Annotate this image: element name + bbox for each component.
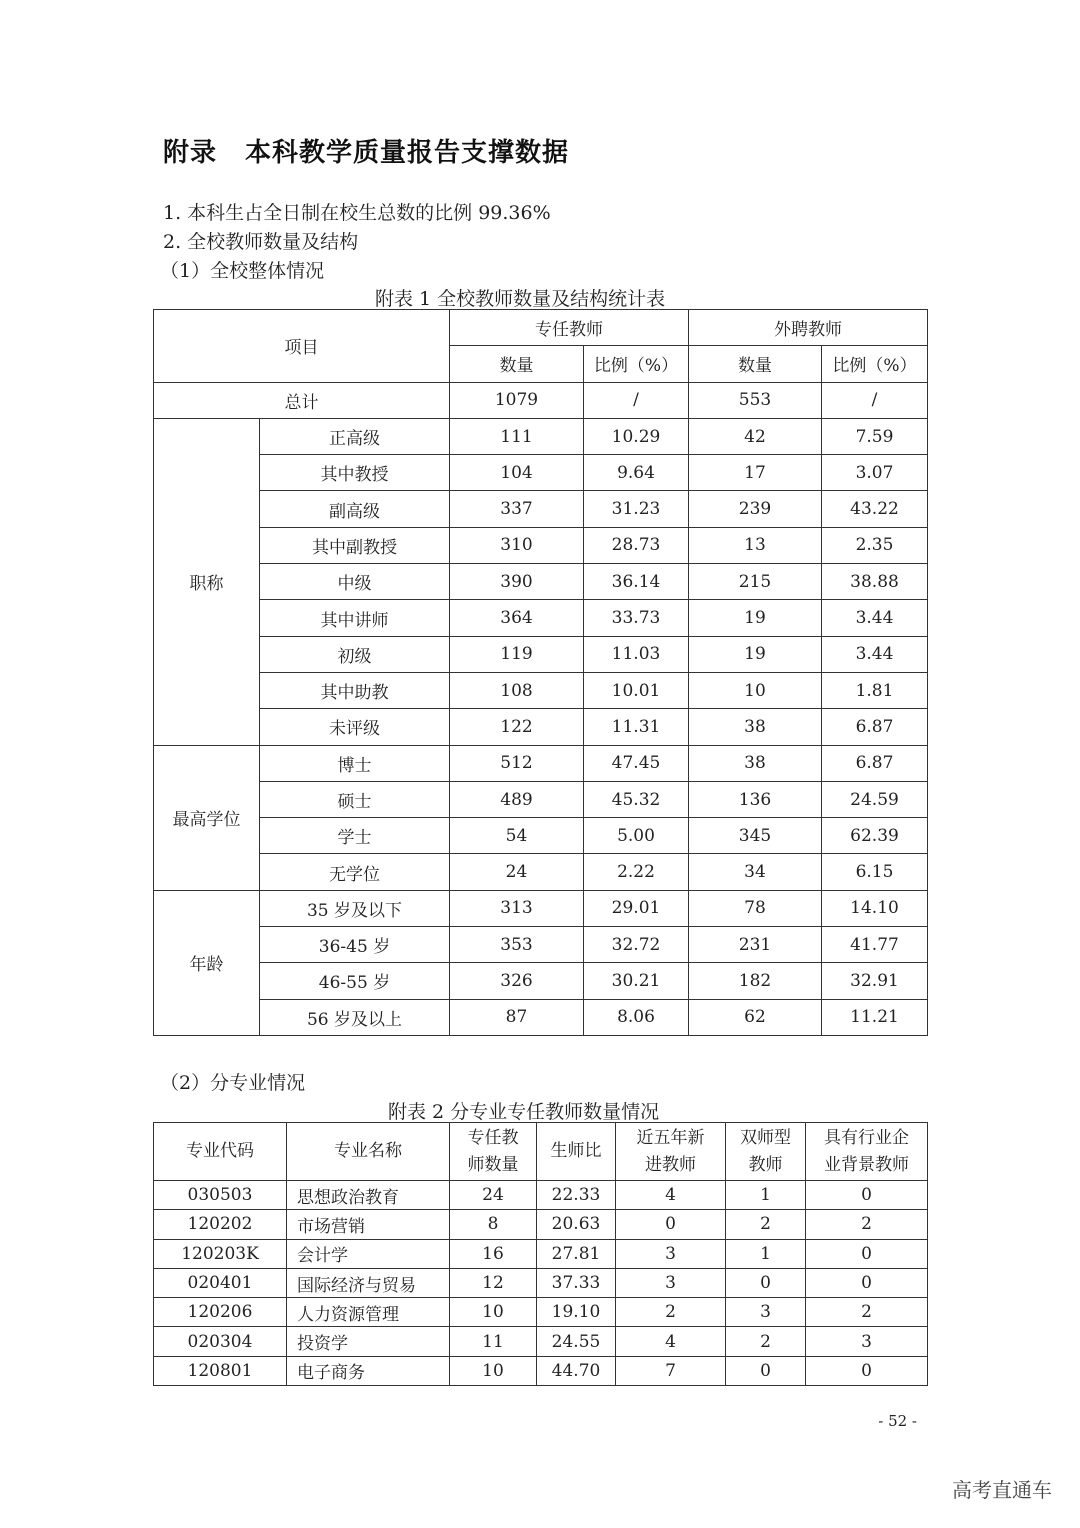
cell-ft-count: 24 — [450, 854, 584, 890]
cell-code: 020304 — [154, 1327, 287, 1356]
header-line: 生师比 — [550, 1141, 602, 1161]
row-label: 其中助教 — [260, 672, 450, 708]
cell-ex-ratio: 3.44 — [822, 600, 928, 636]
cell-industry-teachers: 0 — [806, 1268, 928, 1297]
cell-new-teachers: 3 — [616, 1239, 726, 1268]
cell-name: 会计学 — [287, 1239, 450, 1268]
cell-ex-count: 78 — [689, 890, 822, 926]
header-teacher-count — [450, 1123, 537, 1181]
header-name — [287, 1123, 450, 1181]
cell-ft-count: 108 — [450, 672, 584, 708]
cell-teacher-count: 12 — [450, 1268, 537, 1297]
table-row — [154, 781, 928, 817]
table-row — [154, 636, 928, 672]
cell-ex-ratio: 7.59 — [822, 418, 928, 454]
cell-student-teacher-ratio: 20.63 — [537, 1210, 616, 1239]
cell-ex-ratio: 2.35 — [822, 527, 928, 563]
cell-ft-count: 111 — [450, 418, 584, 454]
title-part-1: 附录 — [163, 138, 218, 168]
row-label: 初级 — [260, 636, 450, 672]
cell-ft-count: 337 — [450, 491, 584, 527]
cell-ft-ratio: 2.22 — [584, 854, 689, 890]
cell-ex-count: 215 — [689, 564, 822, 600]
cell-ft-count: 104 — [450, 455, 584, 491]
row-label: 其中讲师 — [260, 600, 450, 636]
cell-ex-ratio: 14.10 — [822, 890, 928, 926]
cell-ft-ratio: 32.72 — [584, 927, 689, 963]
paragraph-undergrad-ratio: 1. 本科生占全日制在校生总数的比例 99.36% — [163, 202, 551, 224]
cell-industry-teachers: 0 — [806, 1181, 928, 1210]
cell-ft-ratio: 29.01 — [584, 890, 689, 926]
table-row — [154, 999, 928, 1035]
table-header-row — [154, 310, 928, 346]
cell-industry-teachers: 3 — [806, 1327, 928, 1356]
cell-ex-ratio: 43.22 — [822, 491, 928, 527]
cell-name: 国际经济与贸易 — [287, 1268, 450, 1297]
row-label: 无学位 — [260, 854, 450, 890]
teacher-structure-table — [153, 309, 928, 1036]
header-external: 外聘教师 — [689, 310, 928, 346]
page-number: - 52 - — [878, 1412, 917, 1430]
cell-ex-ratio: 38.88 — [822, 564, 928, 600]
row-label: 56 岁及以上 — [260, 999, 450, 1035]
cell-dual-teachers: 1 — [726, 1239, 806, 1268]
header-ratio: 比例（%） — [822, 346, 928, 382]
cell-ex-count: 231 — [689, 927, 822, 963]
cell-ft-ratio: 31.23 — [584, 491, 689, 527]
cell-ft-ratio: 10.29 — [584, 418, 689, 454]
cell-name: 电子商务 — [287, 1356, 450, 1385]
page-title — [163, 132, 569, 169]
cell-student-teacher-ratio: 19.10 — [537, 1298, 616, 1327]
cell-ex-count: 19 — [689, 600, 822, 636]
cell-ft-ratio: 11.31 — [584, 709, 689, 745]
cell-ex-count: 345 — [689, 818, 822, 854]
cell-ex-count: 42 — [689, 418, 822, 454]
cell-industry-teachers: 0 — [806, 1239, 928, 1268]
cell-ft-count: 326 — [450, 963, 584, 999]
cell-new-teachers: 4 — [616, 1181, 726, 1210]
cell-ex-count: 19 — [689, 636, 822, 672]
cell-ex-ratio: 62.39 — [822, 818, 928, 854]
table-row — [154, 564, 928, 600]
table-row — [154, 672, 928, 708]
cell-ft-count: 364 — [450, 600, 584, 636]
group-label: 最高学位 — [154, 745, 260, 890]
table-row — [154, 455, 928, 491]
cell-teacher-count: 16 — [450, 1239, 537, 1268]
paragraph-overall-situation: （1）全校整体情况 — [160, 260, 325, 282]
cell-ft-ratio: 9.64 — [584, 455, 689, 491]
cell-ex-count: 136 — [689, 781, 822, 817]
table-row — [154, 709, 928, 745]
cell-code: 120202 — [154, 1210, 287, 1239]
cell-ft-count: 313 — [450, 890, 584, 926]
table2-row — [154, 1181, 928, 1210]
cell-ft-count: 489 — [450, 781, 584, 817]
header-new-teachers — [616, 1123, 726, 1181]
cell-code: 120801 — [154, 1356, 287, 1385]
row-label: 其中教授 — [260, 455, 450, 491]
cell-ft-ratio: 8.06 — [584, 999, 689, 1035]
row-label: 其中副教授 — [260, 527, 450, 563]
cell-ex-ratio: 41.77 — [822, 927, 928, 963]
cell-teacher-count: 24 — [450, 1181, 537, 1210]
cell-ex-count: 62 — [689, 999, 822, 1035]
cell-dual-teachers: 2 — [726, 1210, 806, 1239]
group-label: 年龄 — [154, 890, 260, 1035]
cell-ex-ratio: 6.87 — [822, 709, 928, 745]
row-label: 总计 — [154, 382, 450, 418]
group-label: 职称 — [154, 418, 260, 745]
cell-code: 120206 — [154, 1298, 287, 1327]
row-label: 正高级 — [260, 418, 450, 454]
cell-student-teacher-ratio: 27.81 — [537, 1239, 616, 1268]
cell-ex-ratio: 1.81 — [822, 672, 928, 708]
table-row — [154, 963, 928, 999]
cell-new-teachers: 2 — [616, 1298, 726, 1327]
header-line: 专业代码 — [186, 1141, 254, 1161]
header-line: 教师 — [748, 1154, 783, 1175]
row-label: 未评级 — [260, 709, 450, 745]
table-row — [154, 600, 928, 636]
header-line: 业背景教师 — [824, 1154, 909, 1175]
cell-ft-ratio: 33.73 — [584, 600, 689, 636]
header-item: 项目 — [154, 310, 450, 383]
row-label: 博士 — [260, 745, 450, 781]
row-label: 中级 — [260, 564, 450, 600]
cell-ex-count: 38 — [689, 709, 822, 745]
cell-teacher-count: 8 — [450, 1210, 537, 1239]
table-row — [154, 890, 928, 926]
table-row-total — [154, 382, 928, 418]
cell-ex-ratio: / — [822, 382, 928, 418]
cell-ft-count: 1079 — [450, 382, 584, 418]
cell-ft-ratio: 36.14 — [584, 564, 689, 600]
header-line: 双师型 — [740, 1127, 791, 1148]
header-line: 专业名称 — [334, 1141, 402, 1161]
cell-ex-ratio: 3.07 — [822, 455, 928, 491]
cell-student-teacher-ratio: 37.33 — [537, 1268, 616, 1297]
table-row — [154, 927, 928, 963]
header-student-teacher-ratio — [537, 1123, 616, 1181]
cell-dual-teachers: 0 — [726, 1268, 806, 1297]
table2-header-row — [154, 1123, 928, 1181]
cell-ft-ratio: 47.45 — [584, 745, 689, 781]
cell-code: 030503 — [154, 1181, 287, 1210]
cell-ft-count: 353 — [450, 927, 584, 963]
cell-name: 市场营销 — [287, 1210, 450, 1239]
cell-ft-ratio: 5.00 — [584, 818, 689, 854]
cell-student-teacher-ratio: 22.33 — [537, 1181, 616, 1210]
cell-student-teacher-ratio: 44.70 — [537, 1356, 616, 1385]
cell-ft-count: 87 — [450, 999, 584, 1035]
header-fulltime: 专任教师 — [450, 310, 689, 346]
table2-row — [154, 1268, 928, 1297]
cell-ex-count: 34 — [689, 854, 822, 890]
table-row — [154, 527, 928, 563]
cell-dual-teachers: 2 — [726, 1327, 806, 1356]
cell-new-teachers: 7 — [616, 1356, 726, 1385]
cell-ex-count: 17 — [689, 455, 822, 491]
cell-student-teacher-ratio: 24.55 — [537, 1327, 616, 1356]
cell-ex-ratio: 32.91 — [822, 963, 928, 999]
row-label: 36-45 岁 — [260, 927, 450, 963]
table-row — [154, 491, 928, 527]
cell-new-teachers: 0 — [616, 1210, 726, 1239]
cell-code: 020401 — [154, 1268, 287, 1297]
header-line: 近五年新 — [636, 1127, 705, 1148]
table-row — [154, 418, 928, 454]
header-line: 专任教 — [467, 1127, 519, 1148]
cell-teacher-count: 10 — [450, 1356, 537, 1385]
cell-ex-ratio: 6.15 — [822, 854, 928, 890]
cell-ft-count: 122 — [450, 709, 584, 745]
cell-ex-count: 10 — [689, 672, 822, 708]
cell-industry-teachers: 2 — [806, 1210, 928, 1239]
cell-ex-count: 38 — [689, 745, 822, 781]
cell-ft-ratio: 30.21 — [584, 963, 689, 999]
cell-dual-teachers: 0 — [726, 1356, 806, 1385]
cell-ex-ratio: 24.59 — [822, 781, 928, 817]
header-line: 具有行业企 — [824, 1127, 909, 1148]
table2-row — [154, 1327, 928, 1356]
cell-name: 投资学 — [287, 1327, 450, 1356]
cell-ft-ratio: 28.73 — [584, 527, 689, 563]
cell-dual-teachers: 3 — [726, 1298, 806, 1327]
cell-ft-ratio: 10.01 — [584, 672, 689, 708]
header-code — [154, 1123, 287, 1181]
row-label: 硕士 — [260, 781, 450, 817]
table2-row — [154, 1298, 928, 1327]
header-industry-teachers — [806, 1123, 928, 1181]
row-label: 35 岁及以下 — [260, 890, 450, 926]
cell-ex-count: 553 — [689, 382, 822, 418]
cell-ex-count: 239 — [689, 491, 822, 527]
cell-industry-teachers: 0 — [806, 1356, 928, 1385]
table-row — [154, 818, 928, 854]
cell-name: 思想政治教育 — [287, 1181, 450, 1210]
table2-row — [154, 1239, 928, 1268]
watermark: 高考直通车 — [952, 1478, 1052, 1502]
header-line: 进教师 — [645, 1154, 696, 1175]
cell-teacher-count: 11 — [450, 1327, 537, 1356]
cell-ft-count: 512 — [450, 745, 584, 781]
cell-dual-teachers: 1 — [726, 1181, 806, 1210]
cell-ex-count: 13 — [689, 527, 822, 563]
cell-ft-count: 390 — [450, 564, 584, 600]
table-row — [154, 854, 928, 890]
major-teachers-table — [153, 1122, 928, 1386]
header-count: 数量 — [689, 346, 822, 382]
cell-teacher-count: 10 — [450, 1298, 537, 1327]
row-label: 学士 — [260, 818, 450, 854]
paragraph-by-major: （2）分专业情况 — [160, 1072, 306, 1094]
cell-ex-count: 182 — [689, 963, 822, 999]
cell-ex-ratio: 11.21 — [822, 999, 928, 1035]
table-row — [154, 745, 928, 781]
header-ratio: 比例（%） — [584, 346, 689, 382]
row-label: 副高级 — [260, 491, 450, 527]
table2-caption: 附表 2 分专业专任教师数量情况 — [388, 1101, 660, 1123]
row-label: 46-55 岁 — [260, 963, 450, 999]
paragraph-teacher-structure: 2. 全校教师数量及结构 — [163, 231, 359, 253]
cell-ft-count: 310 — [450, 527, 584, 563]
cell-new-teachers: 3 — [616, 1268, 726, 1297]
table1-caption: 附表 1 全校教师数量及结构统计表 — [375, 288, 666, 310]
cell-ft-ratio: / — [584, 382, 689, 418]
cell-code: 120203K — [154, 1239, 287, 1268]
title-part-2: 本科教学质量报告支撑数据 — [245, 138, 570, 168]
table2-row — [154, 1210, 928, 1239]
cell-ft-count: 54 — [450, 818, 584, 854]
cell-new-teachers: 4 — [616, 1327, 726, 1356]
header-count: 数量 — [450, 346, 584, 382]
cell-industry-teachers: 2 — [806, 1298, 928, 1327]
header-line: 师数量 — [467, 1154, 519, 1175]
cell-ft-ratio: 45.32 — [584, 781, 689, 817]
cell-ft-ratio: 11.03 — [584, 636, 689, 672]
table2-row — [154, 1356, 928, 1385]
header-dual-teachers — [726, 1123, 806, 1181]
cell-ex-ratio: 6.87 — [822, 745, 928, 781]
cell-name: 人力资源管理 — [287, 1298, 450, 1327]
cell-ex-ratio: 3.44 — [822, 636, 928, 672]
cell-ft-count: 119 — [450, 636, 584, 672]
